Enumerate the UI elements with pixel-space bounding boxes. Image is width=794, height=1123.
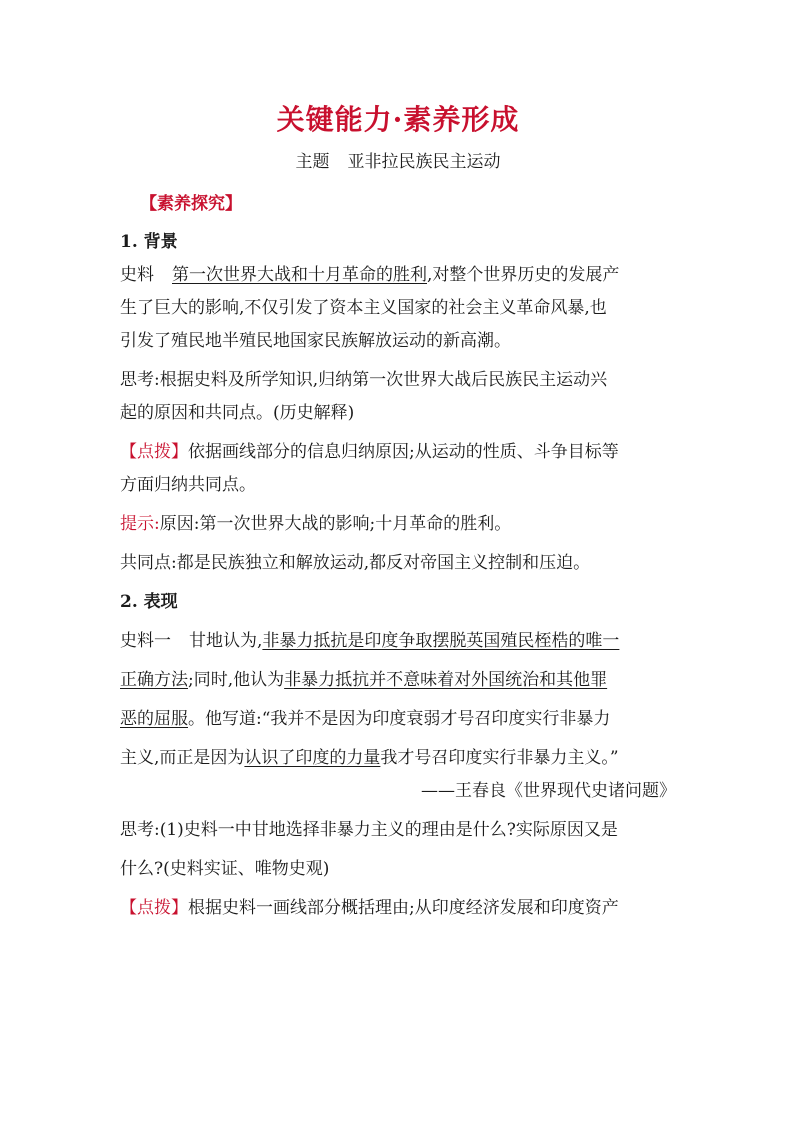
question-line: 思考:根据史料及所学知识,归纳第一次世界大战后民族民主运动兴 bbox=[120, 370, 608, 390]
source-text: 甘地认为, bbox=[189, 631, 263, 651]
citation: ——王春良《世界现代史诸问题》 bbox=[421, 781, 676, 801]
hint-line bbox=[120, 892, 676, 925]
heading-background: 1. 背景 bbox=[120, 232, 178, 252]
hint-tag: 【点拨】 bbox=[120, 898, 188, 918]
page-subtitle bbox=[120, 147, 676, 172]
underlined-text: 认识了印度的力量 bbox=[244, 748, 381, 768]
underlined-text: 正确方法 bbox=[120, 670, 188, 690]
underlined-text: 非暴力抵抗是印度争取摆脱英国殖民桎梏的唯一 bbox=[262, 631, 620, 651]
source-text: 我才号召印度实行非暴力主义。” bbox=[380, 748, 619, 768]
source-label: 史料一 bbox=[120, 631, 171, 651]
source-line bbox=[120, 625, 676, 658]
hint-text: 依据画线部分的信息归纳原因;从运动的性质、斗争目标等 bbox=[188, 442, 619, 462]
source-text: ;同时,他认为 bbox=[188, 670, 285, 690]
question-line: 思考:(1)史料一中甘地选择非暴力主义的理由是什么?实际原因又是 bbox=[120, 820, 618, 840]
source-line bbox=[120, 259, 676, 292]
tip-text: 原因:第一次世界大战的影响;十月革命的胜利。 bbox=[159, 514, 512, 534]
source-text: 主义,而正是因为 bbox=[120, 748, 245, 768]
hint-line bbox=[120, 436, 676, 469]
content-body bbox=[120, 226, 676, 925]
subtitle-label: 主题 bbox=[295, 152, 330, 172]
heading-manifestation: 2. 表现 bbox=[120, 592, 178, 612]
tip-label: 提示: bbox=[120, 514, 160, 534]
underlined-text: 非暴力抵抗并不意味着对外国统治和其他罪 bbox=[284, 670, 608, 690]
source-line: 生了巨大的影响,不仅引发了资本主义国家的社会主义革命风暴,也 bbox=[120, 298, 607, 318]
section-tag: 【素养探究】 bbox=[140, 194, 242, 214]
source-line: 引发了殖民地半殖民地国家民族解放运动的新高潮。 bbox=[120, 331, 511, 351]
hint-text: 根据史料一画线部分概括理由;从印度经济发展和印度资产 bbox=[188, 898, 619, 918]
source-text: 。他写道:“我并不是因为印度衰弱才号召印度实行非暴力 bbox=[188, 709, 611, 729]
source-label: 史料 bbox=[120, 265, 154, 285]
tip-line bbox=[120, 508, 676, 541]
source-line bbox=[120, 742, 676, 775]
source-line bbox=[120, 703, 676, 736]
source-line bbox=[120, 664, 676, 697]
page-title: 关键能力·素养形成 bbox=[276, 103, 520, 136]
question-line: 什么?(史料实证、唯物史观) bbox=[120, 859, 330, 879]
underlined-text: 第一次世界大战和十月革命的胜利 bbox=[172, 265, 427, 285]
hint-line: 方面归纳共同点。 bbox=[120, 475, 256, 495]
underlined-text: 恶的屈服 bbox=[120, 709, 188, 729]
question-line: 起的原因和共同点。(历史解释) bbox=[120, 403, 355, 423]
source-text: ,对整个世界历史的发展产 bbox=[427, 265, 620, 285]
hint-tag: 【点拨】 bbox=[120, 442, 188, 462]
subtitle-text: 亚非拉民族民主运动 bbox=[347, 152, 501, 172]
common-line: 共同点:都是民族独立和解放运动,都反对帝国主义控制和压迫。 bbox=[120, 553, 591, 573]
